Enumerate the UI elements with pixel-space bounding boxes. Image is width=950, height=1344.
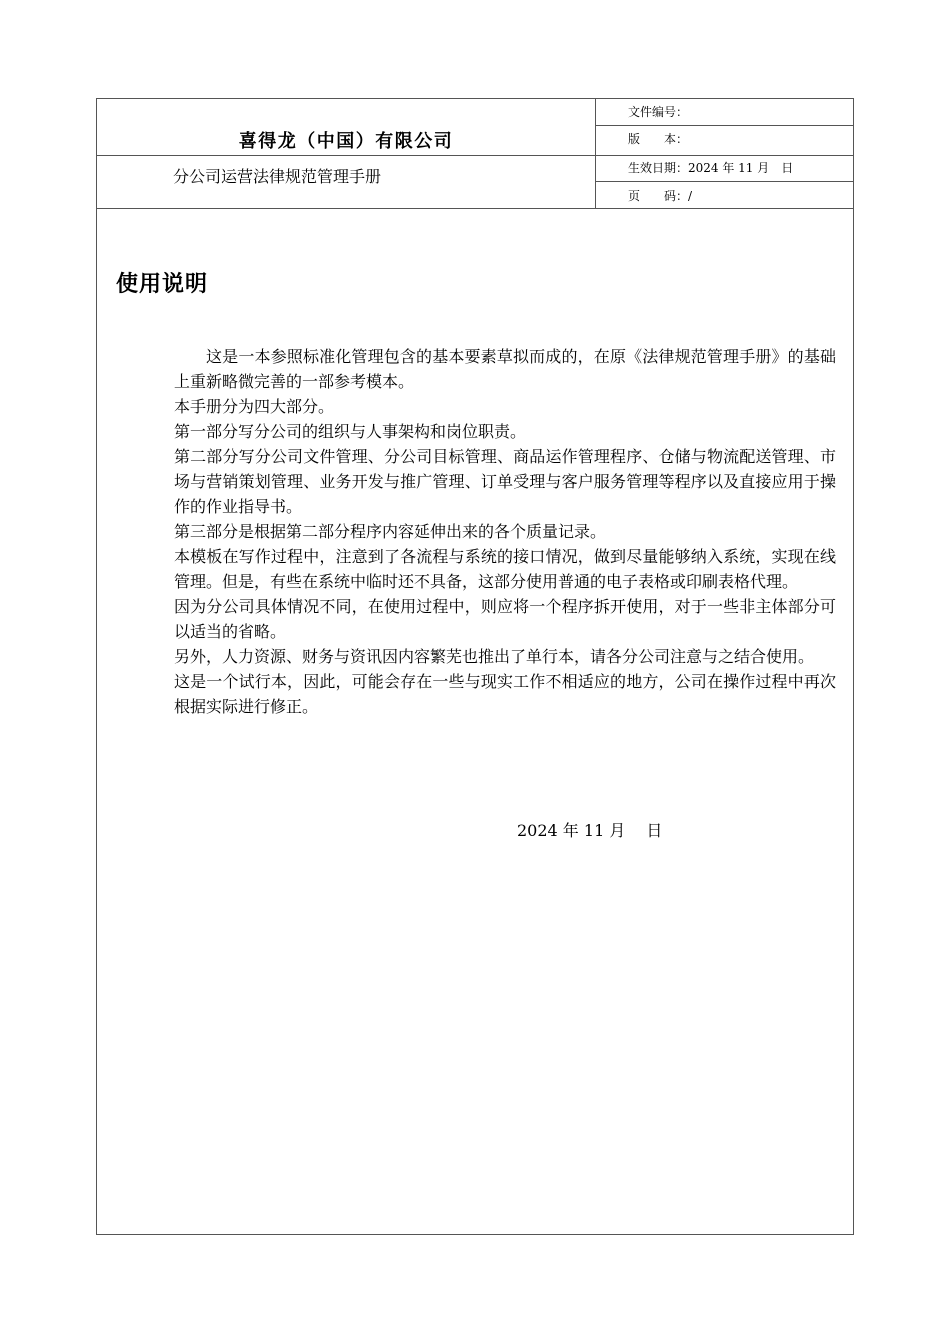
manual-title: 分公司运营法律规范管理手册 <box>173 167 382 186</box>
paragraph: 这是一本参照标准化管理包含的基本要素草拟而成的，在原《法律规范管理手册》的基础上重新略微完善的一部参考模本。 <box>174 347 836 391</box>
paragraph: 第二部分写分公司文件管理、分公司目标管理、商品运作管理程序、仓储与物流配送管理、市场与营销策划管理、业务开发与推广管理、订单受理与客户服务管理等程序以及直接应用于操作的作业指导书。 <box>174 447 836 516</box>
version-field <box>596 126 853 156</box>
document-page <box>96 98 854 1235</box>
version-label: 版 本： <box>628 132 689 146</box>
signature-date: 2024 年 11 月 日 <box>517 821 663 840</box>
instructions-body <box>174 344 836 719</box>
doc-number-label: 文件编号： <box>628 105 689 119</box>
section-heading: 使用说明 <box>116 272 209 297</box>
paragraph: 第三部分是根据第二部分程序内容延伸出来的各个质量记录。 <box>174 522 607 541</box>
paragraph: 第一部分写分公司的组织与人事架构和岗位职责。 <box>174 422 527 441</box>
doc-number-field <box>596 99 853 126</box>
effective-date-field <box>596 156 853 182</box>
company-name-cell <box>97 99 596 156</box>
document-header-table <box>97 99 853 209</box>
effective-date-label: 生效日期：2024 年 11 月 日 <box>628 161 794 175</box>
paragraph: 另外，人力资源、财务与资讯因内容繁芜也推出了单行本，请各分公司注意与之结合使用。 <box>174 647 815 666</box>
paragraph: 因为分公司具体情况不同，在使用过程中，则应将一个程序拆开使用，对于一些非主体部分可以适当的省略。 <box>174 597 836 641</box>
paragraph: 本模板在写作过程中，注意到了各流程与系统的接口情况，做到尽量能够纳入系统，实现在线管理。但是，有些在系统中临时还不具备，这部分使用普通的电子表格或印刷表格代理。 <box>174 547 836 591</box>
document-meta-cells <box>596 99 853 208</box>
paragraph: 这是一个试行本，因此，可能会存在一些与现实工作不相适应的地方，公司在操作过程中再次根据实际进行修正。 <box>174 672 836 716</box>
manual-title-cell <box>97 156 596 208</box>
page-number-label: 页 码：/ <box>628 189 693 203</box>
page-number-field <box>596 182 853 208</box>
company-name: 喜得龙（中国）有限公司 <box>238 131 454 152</box>
paragraph: 本手册分为四大部分。 <box>174 397 335 416</box>
